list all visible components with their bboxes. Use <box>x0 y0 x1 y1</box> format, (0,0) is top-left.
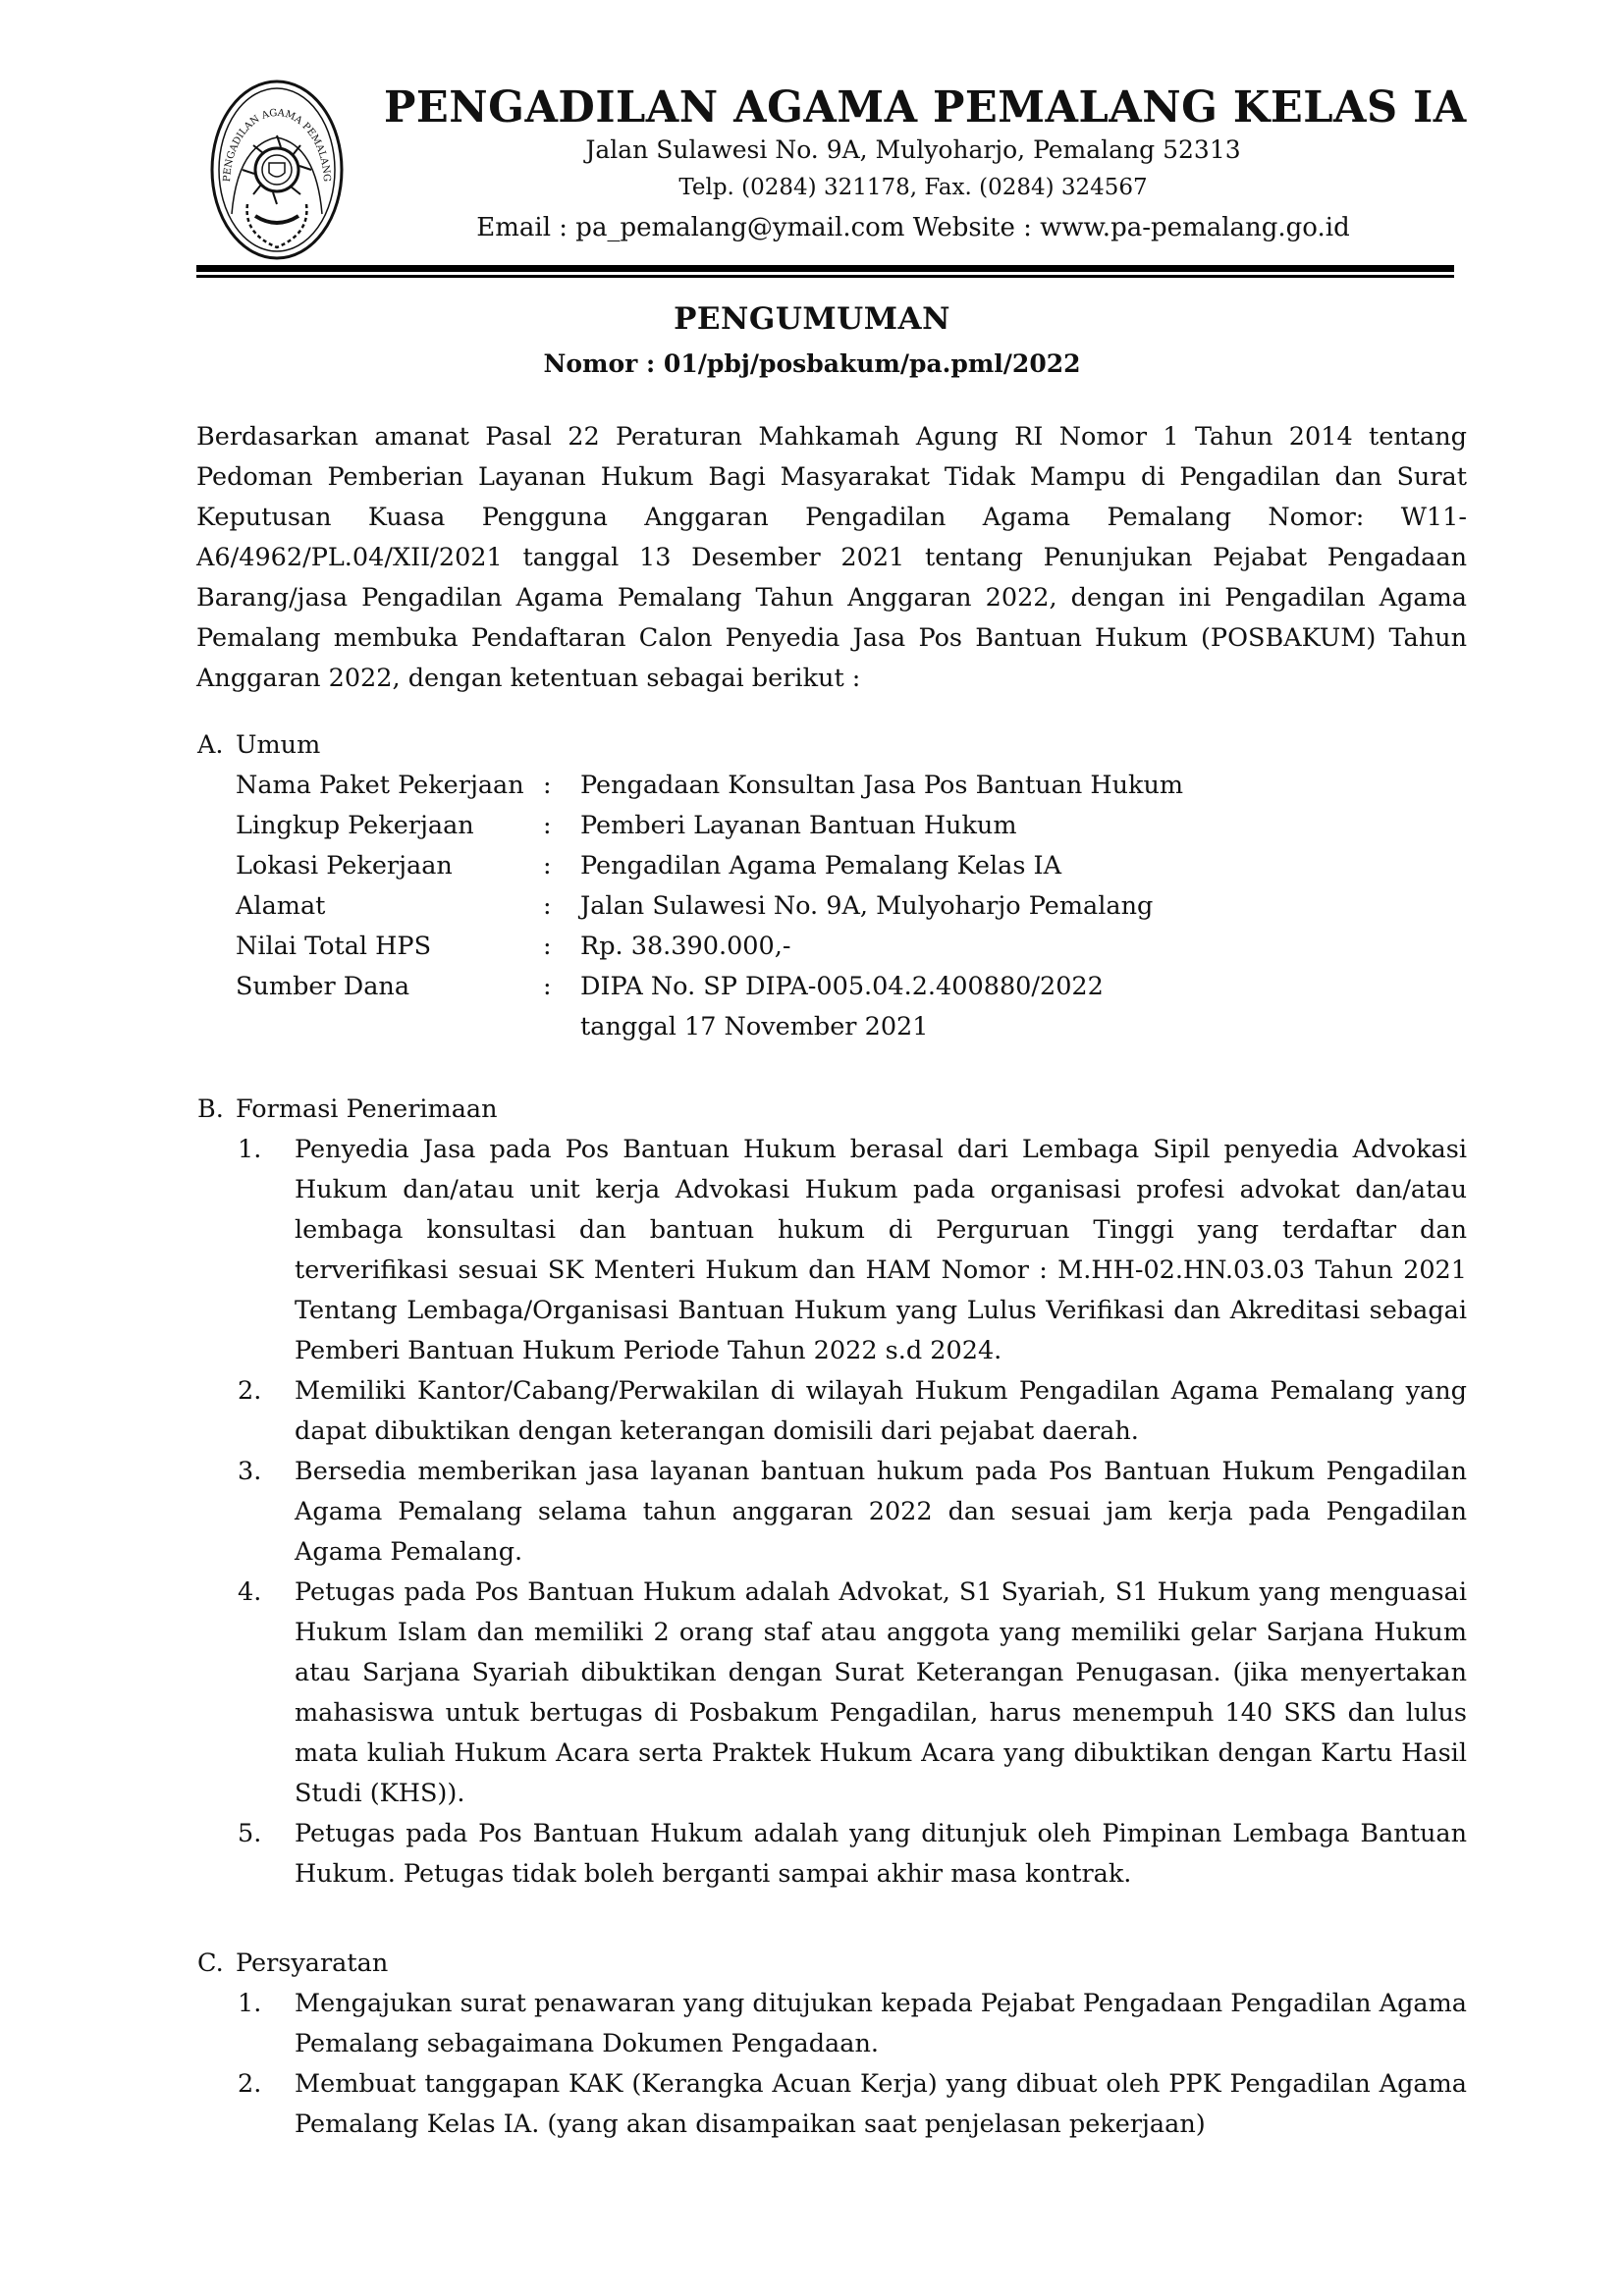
section-title: Persyaratan <box>236 1949 389 1978</box>
row-separator: : <box>543 891 552 921</box>
item-text: Mengajukan surat penawaran yang ditujukan kepada Pejabat Pengadaan Pengadilan Agama Pemalang sebagaimana Dokumen Pengadaan. <box>295 1989 1467 2058</box>
list-item <box>236 1371 1467 1452</box>
item-number: 2. <box>238 2069 262 2099</box>
section-letter: A. <box>197 730 224 760</box>
recruitment-formation-list <box>236 1130 1467 1895</box>
row-value-line: DIPA No. SP DIPA-005.04.2.400880/2022 <box>580 972 1104 1001</box>
table-row <box>236 927 1183 967</box>
section-letter: B. <box>197 1095 224 1124</box>
section-c-heading <box>197 1944 388 1984</box>
section-b-heading <box>197 1090 498 1130</box>
institution-email-website: Email : pa_pemalang@ymail.com Website : www.pa-pemalang.go.id <box>476 213 1350 242</box>
row-value: Jalan Sulawesi No. 9A, Mulyoharjo Pemalang <box>580 891 1154 921</box>
list-item <box>236 1573 1467 1814</box>
row-label: Lingkup Pekerjaan <box>236 811 474 840</box>
row-value: Pemberi Layanan Bantuan Hukum <box>580 811 1017 840</box>
item-text: Bersedia memberikan jasa layanan bantuan hukum pada Pos Bantuan Hukum Pengadilan Agama Pemalang selama tahun anggaran 2022 dan sesuai jam kerja pada Pengadilan Agama Pemalang. <box>295 1457 1467 1567</box>
item-text: Membuat tanggapan KAK (Kerangka Acuan Kerja) yang dibuat oleh PPK Pengadilan Agama Pemalang Kelas IA. (yang akan disampaikan saat penjelasan pekerjaan) <box>295 2069 1467 2139</box>
institution-name: PENGADILAN AGAMA PEMALANG KELAS IA <box>384 82 1467 133</box>
row-separator: : <box>543 851 552 881</box>
item-text: Petugas pada Pos Bantuan Hukum adalah yang ditunjuk oleh Pimpinan Lembaga Bantuan Hukum. Petugas tidak boleh berganti sampai akhir masa kontrak. <box>295 1819 1467 1889</box>
letterhead-divider-thin <box>196 275 1454 278</box>
court-seal-icon <box>208 77 346 263</box>
letterhead-divider-thick <box>196 265 1454 272</box>
row-label: Nilai Total HPS <box>236 932 432 961</box>
row-value: Rp. 38.390.000,- <box>580 932 791 961</box>
requirements-list <box>236 1984 1467 2145</box>
row-label: Sumber Dana <box>236 972 410 1001</box>
list-item <box>236 2064 1467 2145</box>
section-letter: C. <box>197 1949 224 1978</box>
row-separator: : <box>543 972 552 1001</box>
document-number: Nomor : 01/pbj/posbakum/pa.pml/2022 <box>543 349 1081 378</box>
item-number: 2. <box>238 1376 262 1406</box>
row-value: Pengadilan Agama Pemalang Kelas IA <box>580 851 1062 881</box>
item-text: Penyedia Jasa pada Pos Bantuan Hukum berasal dari Lembaga Sipil penyedia Advokasi Hukum dan/atau unit kerja Advokasi Hukum pada organisasi profesi advokat dan/atau lembaga konsultasi dan bantuan hukum di Perguruan Tinggi yang terdaftar dan terverifikasi sesuai SK Menteri Hukum dan HAM Nomor : M.HH-02.HN.03.03 Tahun 2021 Tentang Lembaga/Organisasi Bantuan Hukum yang Lulus Verifikasi dan Akreditasi sebagai Pemberi Bantuan Hukum Periode Tahun 2022 s.d 2024. <box>295 1135 1467 1365</box>
section-title: Formasi Penerimaan <box>236 1095 498 1124</box>
table-row <box>236 886 1183 927</box>
row-value: Pengadaan Konsultan Jasa Pos Bantuan Hukum <box>580 771 1184 800</box>
row-separator: : <box>543 932 552 961</box>
institution-address: Jalan Sulawesi No. 9A, Mulyoharjo, Pemalang 52313 <box>585 135 1241 164</box>
list-item <box>236 1452 1467 1573</box>
item-text: Memiliki Kantor/Cabang/Perwakilan di wilayah Hukum Pengadilan Agama Pemalang yang dapat dibuktikan dengan keterangan domisili dari pejabat daerah. <box>295 1376 1467 1446</box>
intro-paragraph: Berdasarkan amanat Pasal 22 Peraturan Mahkamah Agung RI Nomor 1 Tahun 2014 tentang Pedoman Pemberian Layanan Hukum Bagi Masyarakat Tidak Mampu di Pengadilan dan Surat Keputusan Kuasa Pengguna Anggaran Pengadilan Agama Pemalang Nomor: W11-A6/4962/PL.04/XII/2021 tanggal 13 Desember 2021 tentang Penunjukan Pejabat Pengadaan Barang/jasa Pengadilan Agama Pemalang Tahun Anggaran 2022, dengan ini Pengadilan Agama Pemalang membuka Pendaftaran Calon Penyedia Jasa Pos Bantuan Hukum (POSBAKUM) Tahun Anggaran 2022, dengan ketentuan sebagai berikut : <box>196 422 1467 693</box>
row-label: Nama Paket Pekerjaan <box>236 771 524 800</box>
svg-text:PENGADILAN AGAMA PEMALANG: PENGADILAN AGAMA PEMALANG <box>221 107 333 183</box>
item-number: 3. <box>238 1457 262 1486</box>
item-number: 1. <box>238 1135 262 1164</box>
general-info-table <box>236 766 1183 1047</box>
item-number: 5. <box>238 1819 262 1848</box>
row-separator: : <box>543 771 552 800</box>
table-row <box>236 806 1183 846</box>
row-label: Alamat <box>236 891 326 921</box>
list-item <box>236 1814 1467 1895</box>
item-number: 4. <box>238 1577 262 1607</box>
item-number: 1. <box>238 1989 262 2018</box>
table-row <box>236 766 1183 806</box>
table-row <box>236 846 1183 886</box>
row-label: Lokasi Pekerjaan <box>236 851 453 881</box>
section-a-heading <box>197 725 320 766</box>
table-row <box>236 967 1183 1047</box>
document-title: PENGUMUMAN <box>674 301 950 337</box>
row-value-line: tanggal 17 November 2021 <box>580 1012 929 1041</box>
list-item <box>236 1984 1467 2064</box>
institution-phone-fax: Telp. (0284) 321178, Fax. (0284) 324567 <box>678 175 1148 200</box>
item-text: Petugas pada Pos Bantuan Hukum adalah Advokat, S1 Syariah, S1 Hukum yang menguasai Hukum Islam dan memiliki 2 orang staf atau anggota yang memiliki gelar Sarjana Hukum atau Sarjana Syariah dibuktikan dengan Surat Keterangan Penugasan. (jika menyertakan mahasiswa untuk bertugas di Posbakum Pengadilan, harus menempuh 140 SKS dan lulus mata kuliah Hukum Acara serta Praktek Hukum Acara yang dibuktikan dengan Kartu Hasil Studi (KHS)). <box>295 1577 1467 1808</box>
row-value <box>580 967 1183 1047</box>
row-separator: : <box>543 811 552 840</box>
section-title: Umum <box>236 730 321 760</box>
list-item <box>236 1130 1467 1371</box>
